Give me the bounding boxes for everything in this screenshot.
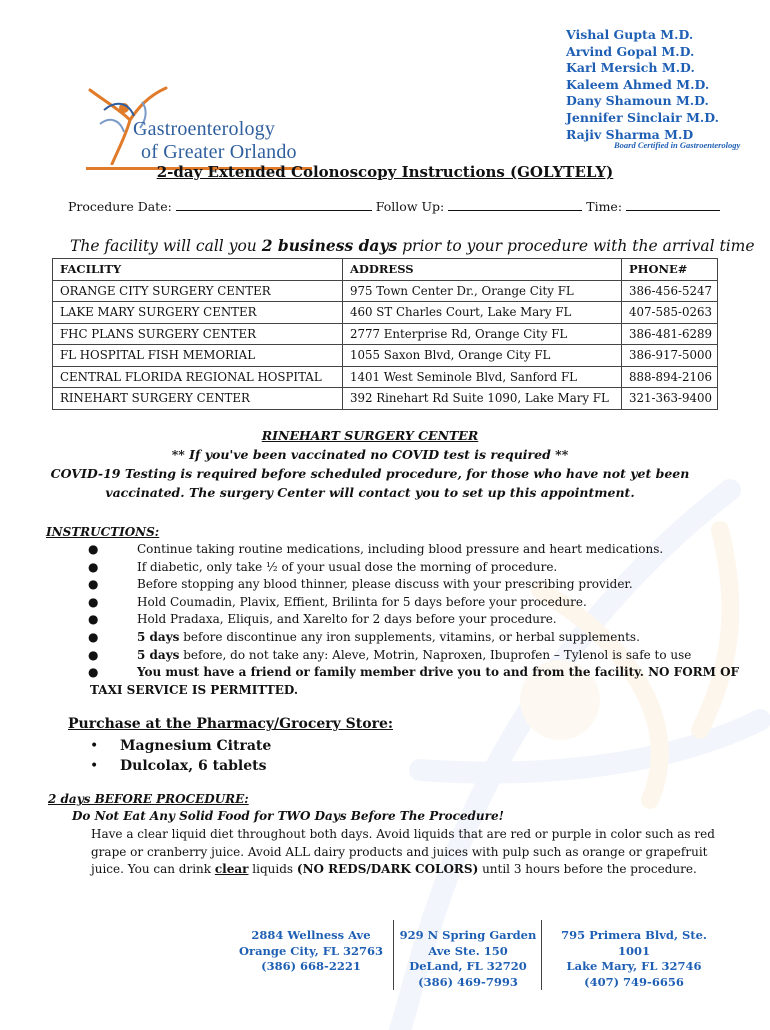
physician-name: Rajiv Sharma M.D — [566, 126, 694, 142]
page-title: 2-day Extended Colonoscopy Instructions (GOLYTELY) — [156, 163, 614, 181]
facility-cell: ORANGE CITY SURGERY CENTER — [53, 280, 343, 302]
table-header-row — [53, 259, 718, 281]
phone-cell: 386-917-5000 — [622, 345, 718, 367]
covid-line: COVID-19 Testing is required before scheduled procedure, for those who have not yet been — [50, 466, 690, 481]
bullet-icon: ● — [88, 559, 99, 574]
office-orange-city: 2884 Wellness Ave Orange City, FL 32763 (386) 668-2221 — [239, 928, 383, 973]
address-cell: 1401 West Seminole Blvd, Sanford FL — [343, 366, 622, 388]
address-cell: 392 Rinehart Rd Suite 1090, Lake Mary FL — [343, 388, 622, 410]
purchase-item: Dulcolax, 6 tablets — [120, 758, 267, 774]
table-row — [53, 388, 718, 410]
office-divider — [541, 920, 542, 990]
bullet-icon: ● — [88, 612, 99, 627]
table-row — [53, 323, 718, 345]
bullet-icon: • — [90, 758, 99, 774]
phone-cell: 888-894-2106 — [622, 366, 718, 388]
physician-name: Karl Mersich M.D. — [566, 60, 695, 76]
address-cell: 975 Town Center Dr., Orange City FL — [343, 280, 622, 302]
physician-name: Jennifer Sinclair M.D. — [566, 109, 720, 125]
address-cell: 460 ST Charles Court, Lake Mary FL — [343, 302, 622, 324]
covid-heading: RINEHART SURGERY CENTER — [261, 428, 479, 443]
table-row — [53, 280, 718, 302]
note-emphasis: 2 business days — [261, 236, 398, 255]
bullet-icon: ● — [88, 577, 99, 592]
bullet-icon: ● — [88, 665, 99, 680]
time-field[interactable] — [626, 198, 720, 211]
two-days-subheading: Do Not Eat Any Solid Food for TWO Days Before The Procedure! — [72, 809, 504, 823]
bullet-icon: ● — [88, 594, 99, 609]
facility-cell: LAKE MARY SURGERY CENTER — [53, 302, 343, 324]
note-text: The facility will call you — [70, 237, 262, 255]
physician-name: Dany Shamoun M.D. — [566, 93, 709, 109]
clinic-name-line1: Gastroenterology — [133, 118, 276, 140]
phone-cell: 407-585-0263 — [622, 302, 718, 324]
facility-call-note — [70, 236, 755, 255]
covid-line: vaccinated. The surgery Center will contact you to set up this appointment. — [105, 485, 635, 500]
facility-cell: FL HOSPITAL FISH MEMORIAL — [53, 345, 343, 367]
phone-cell: 386-456-5247 — [622, 280, 718, 302]
procedure-date-label: Procedure Date: — [68, 199, 172, 214]
bullet-icon: • — [90, 738, 99, 754]
office-deland: 929 N Spring Garden Ave Ste. 150 DeLand, FL 32720 (386) 469-7993 — [399, 928, 537, 989]
physician-list — [566, 27, 719, 143]
address-cell: 2777 Enterprise Rd, Orange City FL — [343, 323, 622, 345]
column-header: PHONE# — [622, 259, 718, 281]
physician-name: Kaleem Ahmed M.D. — [566, 76, 710, 92]
table-row — [53, 345, 718, 367]
table-row — [53, 366, 718, 388]
phone-cell: 386-481-6289 — [622, 323, 718, 345]
facility-cell: RINEHART SURGERY CENTER — [53, 388, 343, 410]
time-label: Time: — [586, 199, 623, 214]
office-divider — [393, 920, 394, 990]
bullet-icon: ● — [88, 629, 99, 644]
purchase-heading: Purchase at the Pharmacy/Grocery Store: — [68, 716, 394, 732]
address-cell: 1055 Saxon Blvd, Orange City FL — [343, 345, 622, 367]
two-days-body: Have a clear liquid diet throughout both days. Avoid liquids that are red or purple in color such as red grape or cranberry juice. Avoid ALL dairy products and juices with pulp such as orange or grapefruit juice. You can drink clear liquids (NO REDS/DARK COLORS) until 3 hours before the procedure. — [91, 827, 715, 876]
two-days-heading: 2 days BEFORE PROCEDURE: — [48, 792, 249, 806]
board-certified-note: Board Certified in Gastroenterology — [614, 140, 741, 150]
facility-cell: CENTRAL FLORIDA REGIONAL HOSPITAL — [53, 366, 343, 388]
facility-cell: FHC PLANS SURGERY CENTER — [53, 323, 343, 345]
procedure-fields — [68, 198, 720, 214]
table-row — [53, 302, 718, 324]
covid-notice — [0, 426, 740, 502]
instructions-heading: INSTRUCTIONS: — [46, 525, 160, 539]
follow-up-field[interactable] — [448, 198, 582, 211]
procedure-date-field[interactable] — [176, 198, 372, 211]
phone-cell: 321-363-9400 — [622, 388, 718, 410]
column-header: ADDRESS — [343, 259, 622, 281]
note-text: prior to your procedure with the arrival time — [397, 237, 755, 255]
office-lake-mary: 795 Primera Blvd, Ste. 1001 Lake Mary, FL 32746 (407) 749-6656 — [561, 928, 707, 989]
column-header: FACILITY — [53, 259, 343, 281]
bullet-icon: ● — [88, 647, 99, 662]
bullet-icon: ● — [88, 542, 99, 556]
covid-line: ** If you've been vaccinated no COVID test is required ** — [171, 447, 569, 462]
physician-name: Arvind Gopal M.D. — [566, 43, 695, 59]
purchase-item: Magnesium Citrate — [120, 738, 272, 754]
instruction-continuation: TAXI SERVICE IS PERMITTED. — [90, 683, 299, 697]
facility-table — [52, 258, 718, 410]
clinic-name-line2: of Greater Orlando — [141, 141, 297, 163]
follow-up-label: Follow Up: — [375, 199, 445, 214]
physician-name: Vishal Gupta M.D. — [566, 27, 694, 42]
